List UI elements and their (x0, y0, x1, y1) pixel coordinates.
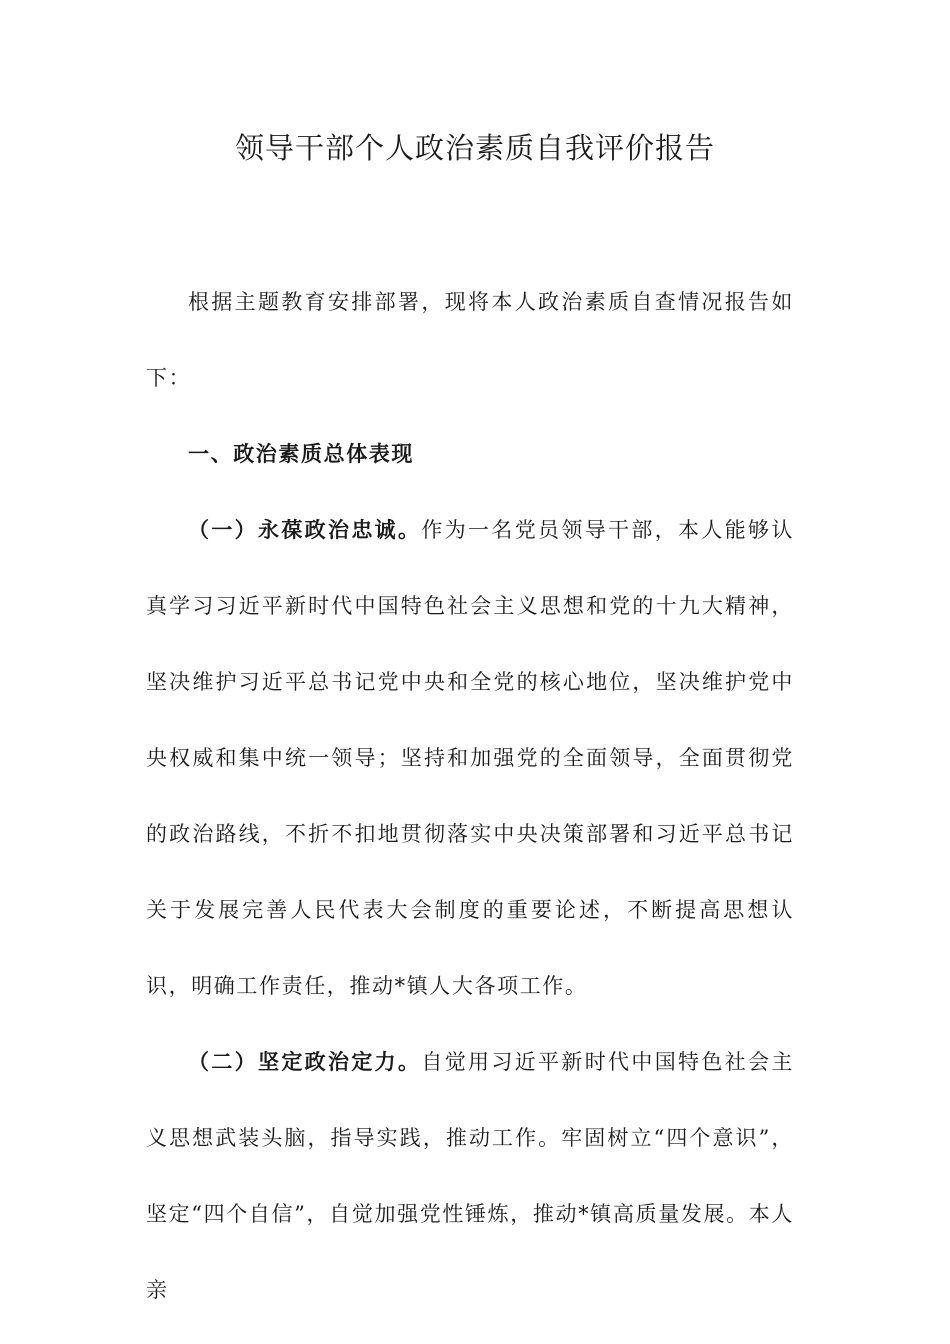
intro-paragraph: 根据主题教育安排部署，现将本人政治素质自查情况报告如下： (146, 290, 794, 390)
document-body (146, 264, 794, 1328)
paragraph-item-1 (146, 492, 794, 1024)
paragraph-item-2 (146, 1024, 794, 1328)
item-1-lead: （一）永葆政治忠诚。 (188, 518, 422, 542)
section-heading: 一、政治素质总体表现 (188, 442, 414, 466)
item-2-text: 自觉用习近平新时代中国特色社会主义思想武装头脑，指导实践，推动工作。牢固树立“四个意识”，坚定“四个自信”，自觉加强党性锤炼，推动*镇高质量发展。本人亲 (146, 1050, 794, 1302)
item-2-lead: （二）坚定政治定力。 (188, 1050, 422, 1074)
item-1-text: 作为一名党员领导干部，本人能够认真学习习近平新时代中国特色社会主义思想和党的十九大精神，坚决维护习近平总书记党中央和全党的核心地位，坚决维护党中央权威和集中统一领导；坚持和加强党的全面领导，全面贯彻党的政治路线，不折不扣地贯彻落实中央决策部署和习近平总书记关于发展完善人民代表大会制度的重要论述，不断提高思想认识，明确工作责任，推动*镇人大各项工作。 (146, 518, 794, 998)
document-title: 领导干部个人政治素质自我评价报告 (234, 131, 715, 165)
